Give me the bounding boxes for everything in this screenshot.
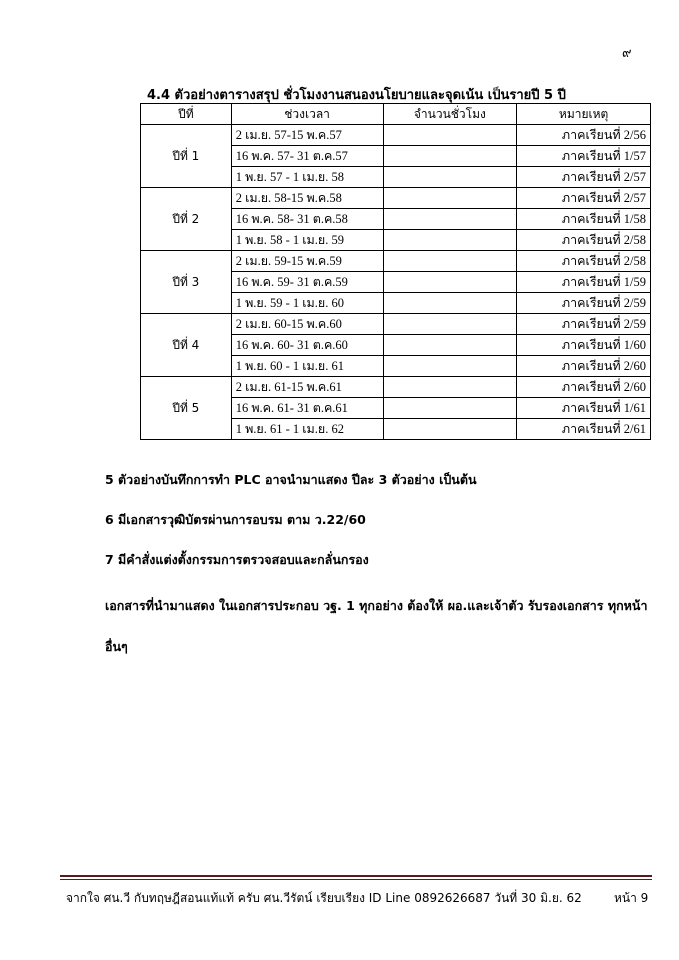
- header-period: ช่วงเวลา: [231, 104, 383, 125]
- hours-cell: [383, 209, 517, 230]
- note-cell: ภาคเรียนที่ 2/58: [517, 251, 651, 272]
- note-cell: ภาคเรียนที่ 1/57: [517, 146, 651, 167]
- table-body: [141, 125, 651, 440]
- note-cell: ภาคเรียนที่ 2/59: [517, 314, 651, 335]
- hours-cell: [383, 272, 517, 293]
- note-cell: ภาคเรียนที่ 1/58: [517, 209, 651, 230]
- hours-cell: [383, 146, 517, 167]
- period-cell: 1 พ.ย. 58 - 1 เม.ย. 59: [231, 230, 383, 251]
- period-cell: 1 พ.ย. 61 - 1 เม.ย. 62: [231, 419, 383, 440]
- note-cell: ภาคเรียนที่ 2/57: [517, 188, 651, 209]
- note-cell: ภาคเรียนที่ 1/61: [517, 398, 651, 419]
- year-cell: ปีที่ 4: [141, 314, 232, 377]
- period-cell: 2 เม.ย. 61-15 พ.ค.61: [231, 377, 383, 398]
- note-cell: ภาคเรียนที่ 2/58: [517, 230, 651, 251]
- footer-page-number: หน้า 9: [614, 891, 649, 905]
- period-cell: 16 พ.ค. 60- 31 ต.ค.60: [231, 335, 383, 356]
- note-cell: ภาคเรียนที่ 2/60: [517, 356, 651, 377]
- period-cell: 2 เม.ย. 60-15 พ.ค.60: [231, 314, 383, 335]
- year-cell: ปีที่ 2: [141, 188, 232, 251]
- hours-cell: [383, 335, 517, 356]
- year-cell: ปีที่ 5: [141, 377, 232, 440]
- document-certification-note: เอกสารที่นำมาแสดง ในเอกสารประกอบ วฐ. 1 ทุกอย่าง ต้องให้ ผอ.และเจ้าตัว รับรองเอกสาร ทุกหน้า: [105, 598, 648, 613]
- hours-summary-table: [140, 103, 651, 440]
- year-cell: ปีที่ 1: [141, 125, 232, 188]
- table-row: [141, 251, 651, 272]
- header-hours: จำนวนชั่วโมง: [383, 104, 517, 125]
- hours-cell: [383, 293, 517, 314]
- table-row: [141, 188, 651, 209]
- period-cell: 1 พ.ย. 60 - 1 เม.ย. 61: [231, 356, 383, 377]
- hours-cell: [383, 398, 517, 419]
- header-note: หมายเหตุ: [517, 104, 651, 125]
- table-header-row: [141, 104, 651, 125]
- footer-divider-thin: [60, 879, 652, 880]
- period-cell: 2 เม.ย. 58-15 พ.ค.58: [231, 188, 383, 209]
- note-cell: ภาคเรียนที่ 2/57: [517, 167, 651, 188]
- item-7-committee-order: 7 มีคำสั่งแต่งตั้งกรรมการตรวจสอบและกลั่นกรอง: [105, 552, 369, 567]
- footer-divider: [60, 875, 652, 877]
- hours-cell: [383, 167, 517, 188]
- note-cell: ภาคเรียนที่ 2/59: [517, 293, 651, 314]
- hours-cell: [383, 377, 517, 398]
- period-cell: 1 พ.ย. 59 - 1 เม.ย. 60: [231, 293, 383, 314]
- note-cell: ภาคเรียนที่ 2/61: [517, 419, 651, 440]
- period-cell: 16 พ.ค. 57- 31 ต.ค.57: [231, 146, 383, 167]
- hours-cell: [383, 230, 517, 251]
- period-cell: 16 พ.ค. 61- 31 ต.ค.61: [231, 398, 383, 419]
- item-6-certificate: 6 มีเอกสารวุฒิบัตรผ่านการอบรม ตาม ว.22/60: [105, 512, 366, 527]
- table-row: [141, 125, 651, 146]
- hours-cell: [383, 251, 517, 272]
- footer-credit: จากใจ ศน.วี กับทฤษฎีสอนแท้แท้ ครับ ศน.วีรัตน์ เรียบเรียง ID Line 0892626687 วันที่ 30 มิ.ย. 62: [66, 891, 582, 905]
- hours-cell: [383, 125, 517, 146]
- note-cell: ภาคเรียนที่ 2/56: [517, 125, 651, 146]
- period-cell: 2 เม.ย. 57-15 พ.ค.57: [231, 125, 383, 146]
- header-year: ปีที่: [141, 104, 232, 125]
- page-number-top: ๙: [622, 46, 632, 61]
- year-cell: ปีที่ 3: [141, 251, 232, 314]
- note-cell: ภาคเรียนที่ 2/60: [517, 377, 651, 398]
- table-row: [141, 377, 651, 398]
- hours-cell: [383, 419, 517, 440]
- hours-cell: [383, 314, 517, 335]
- period-cell: 2 เม.ย. 59-15 พ.ค.59: [231, 251, 383, 272]
- table-row: [141, 314, 651, 335]
- period-cell: 16 พ.ค. 59- 31 ต.ค.59: [231, 272, 383, 293]
- section-title: 4.4 ตัวอย่างตารางสรุป ชั่วโมงงานสนองนโยบายและจุดเน้น เป็นรายปี 5 ปี: [147, 88, 566, 103]
- hours-cell: [383, 356, 517, 377]
- hours-cell: [383, 188, 517, 209]
- note-cell: ภาคเรียนที่ 1/60: [517, 335, 651, 356]
- note-cell: ภาคเรียนที่ 1/59: [517, 272, 651, 293]
- period-cell: 16 พ.ค. 58- 31 ต.ค.58: [231, 209, 383, 230]
- item-5-plc: 5 ตัวอย่างบันทึกการทำ PLC อาจนำมาแสดง ปีละ 3 ตัวอย่าง เป็นต้น: [105, 472, 477, 487]
- item-others: อื่นๆ: [105, 639, 128, 654]
- period-cell: 1 พ.ย. 57 - 1 เม.ย. 58: [231, 167, 383, 188]
